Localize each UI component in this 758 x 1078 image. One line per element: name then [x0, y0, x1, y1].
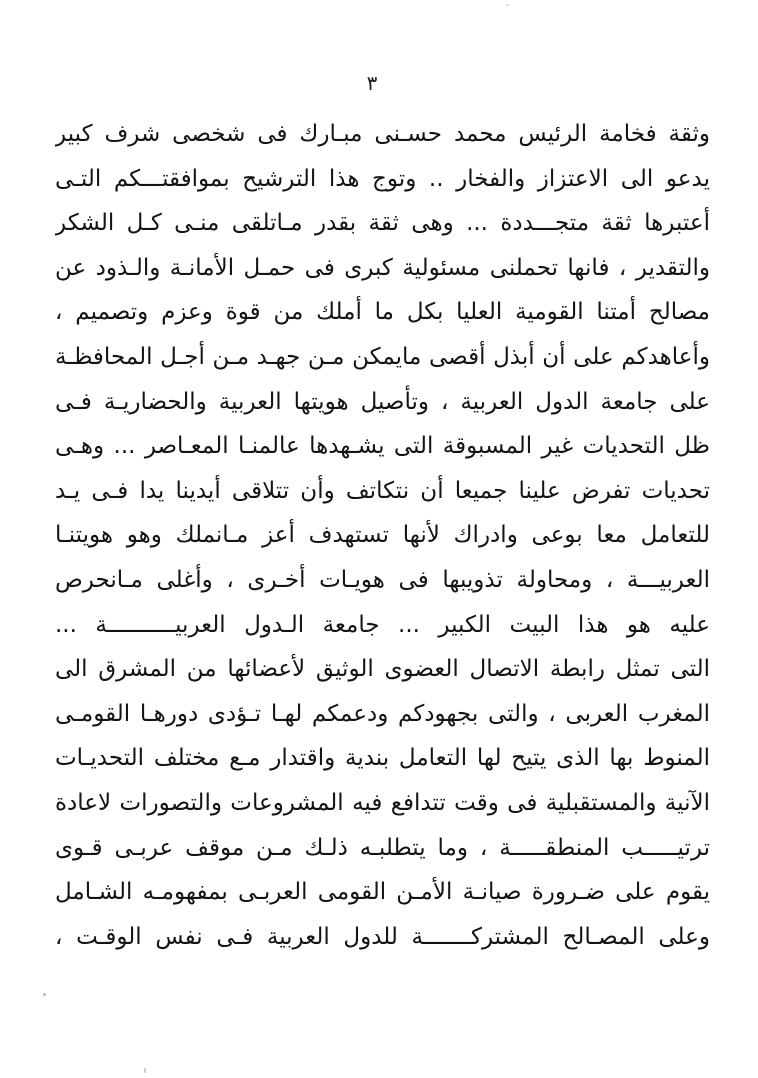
text-line: المغرب العربى ، والتى بجهودكم ودعمكم لهـا تـؤدى دورهـا القومـى	[55, 700, 710, 727]
document-text	[55, 112, 710, 959]
text-line: وثقة فخامة الرئيس محمد حسـنى مبـارك فى شخصى شرف كبير	[55, 121, 710, 147]
text-line: ظل التحديات غير المسبوقة التى يشـهدها عالمنـا المعـاصر ... وهـى	[55, 433, 710, 460]
text-line: تحديات تفرض علينا جميعا أن نتكاتف وأن تتلاقى أيدينا يدا فـى يـد	[55, 477, 710, 504]
text-line: وعلى المصـالح المشتركـــــــة للدول العربية فـى نفس الوقـت ،	[55, 923, 710, 950]
text-line: على جامعة الدول العربية ، وتأصيل هويتها العربية والحضاريـة فـى	[55, 388, 710, 415]
text-line: عليه هو هذا البيت الكبير ... جامعة الـدول العربيــــــــــة ...	[55, 611, 710, 638]
text-line: والتقدير ، فانها تحملنى مسئولية كبرى فى حمـل الأمانـة والـذود عن	[55, 254, 710, 281]
text-line: وأعاهدكم على أن أبذل أقصى مايمكن مـن جهـد مـن أجـل المحافظـة	[55, 343, 710, 370]
scan-speck	[506, 4, 509, 6]
text-line: التى تمثل رابطة الاتصال العضوى الوثيق لأعضائها من المشرق الى	[55, 656, 710, 683]
text-line: ترتيـــــب المنطقـــــة ، وما يتطلبـه ذلـك مـن موقف عربـى قـوى	[55, 834, 710, 861]
page-number: ٣	[366, 71, 378, 95]
text-line: للتعامل معا بوعى وادراك لأنها تستهدف أعز مـانملك وهو هويتنـا	[55, 522, 710, 549]
scan-speck	[43, 993, 46, 996]
text-line: مصالح أمتنا القومية العليا بكل ما أملك من قوة وعزم وتصميم ،	[55, 299, 710, 326]
text-line: يقوم على ضـرورة صيانـة الأمـن القومى العربـى بمفهومـه الشـامل	[55, 879, 710, 906]
text-line: العربيـــة ، ومحاولة تذويبها فى هويـات أخـرى ، وأغلى مـانحرص	[55, 566, 710, 593]
scan-speck	[144, 1068, 146, 1073]
text-line: أعتبرها ثقة متجـــددة ... وهى ثقة بقدر مـاتلقى منـى كـل الشكر	[55, 210, 710, 237]
text-line: الآنية والمستقبلية فى وقت تتدافع فيه المشروعات والتصورات لاعادة	[55, 789, 710, 816]
text-line: المنوط بها الذى يتيح لها التعامل بندية واقتدار مـع مختلف التحديـات	[55, 745, 710, 772]
text-line: يدعو الى الاعتزاز والفخار .. وتوج هذا الترشيح بموافقتـــكم التـى	[55, 165, 710, 192]
